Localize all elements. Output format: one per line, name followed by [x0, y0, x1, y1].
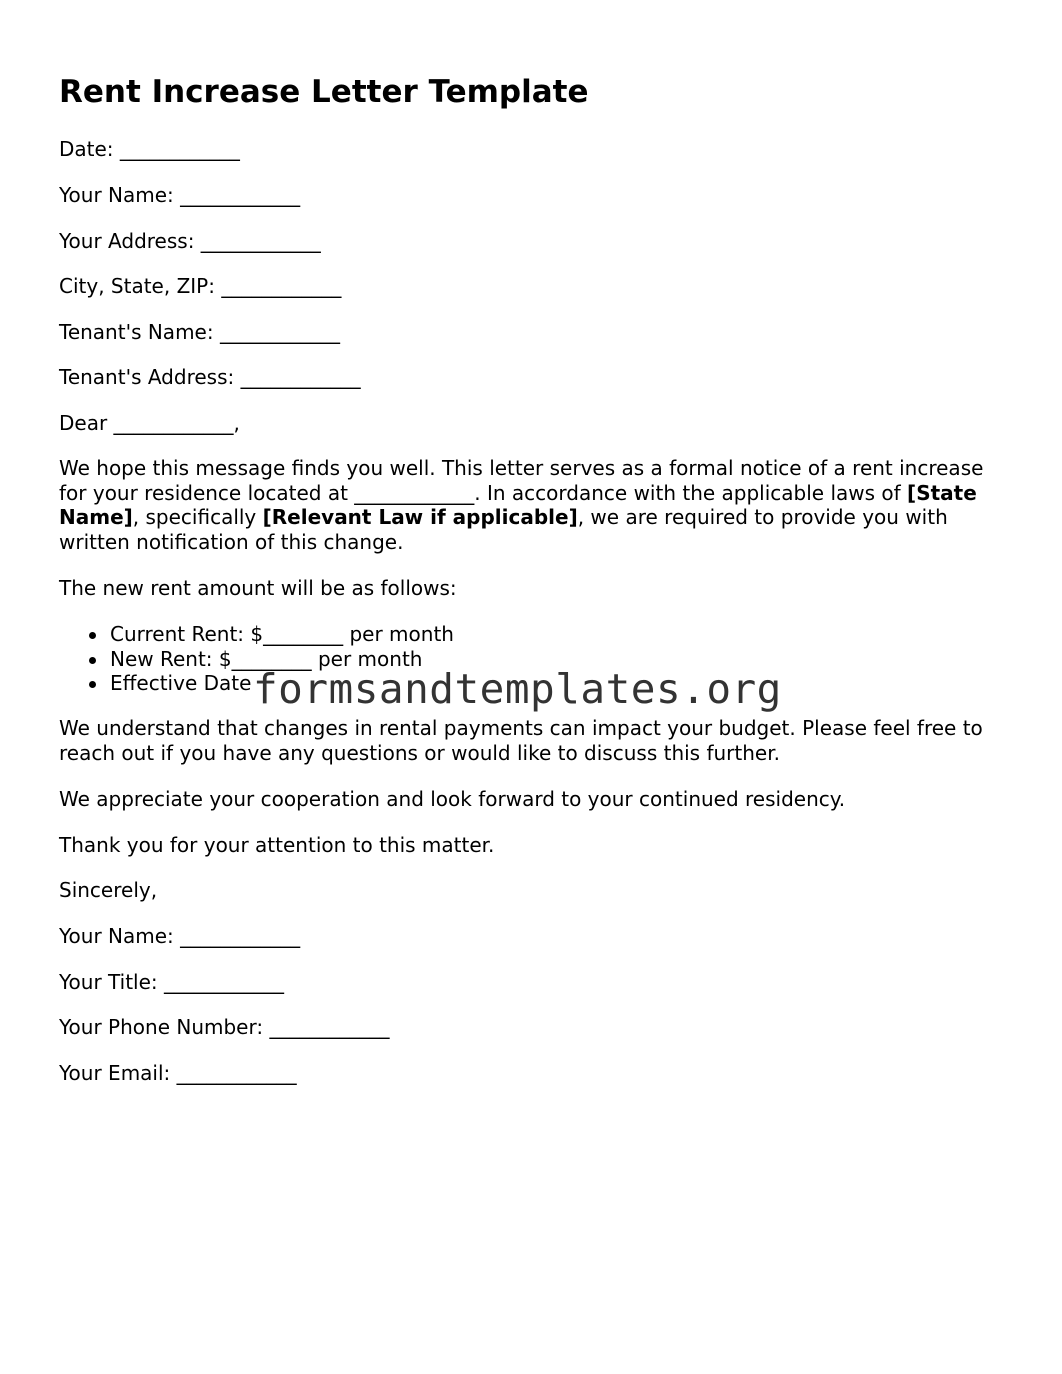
page-title: Rent Increase Letter Template: [59, 74, 589, 110]
field-your-name: Your Name: ____________: [59, 183, 301, 207]
intro-text-3: , we are required to provide you with written notification of this change.: [59, 505, 948, 554]
field-tenant-address: Tenant's Address: ____________: [59, 365, 361, 389]
bullet-icon: [89, 681, 96, 688]
salutation: Dear ____________,: [59, 411, 240, 435]
bullet-icon: [89, 632, 96, 639]
signature-email: Your Email: ____________: [59, 1061, 297, 1085]
relevant-law-placeholder: [Relevant Law if applicable]: [262, 505, 578, 530]
intro-text-2: , specifically: [132, 505, 263, 530]
field-your-address: Your Address: ____________: [59, 229, 321, 253]
rent-item-current: Current Rent: $________ per month: [110, 622, 454, 646]
field-city-state-zip: City, State, ZIP: ____________: [59, 274, 342, 298]
signature-phone: Your Phone Number: ____________: [59, 1015, 390, 1039]
rent-item-new: New Rent: $________ per month: [110, 646, 423, 671]
rent-item-effective-date: Effective Date: [110, 671, 252, 696]
bullet-icon: [89, 657, 96, 664]
rent-intro: The new rent amount will be as follows:: [59, 576, 457, 600]
budget-paragraph: We understand that changes in rental payments can impact your budget. Please feel free to reach out if you have any questions or would like to discuss this further.: [59, 716, 983, 765]
signature-name: Your Name: ____________: [59, 924, 301, 948]
field-date: Date: ____________: [59, 137, 240, 161]
state-name-placeholder: [State Name]: [59, 480, 977, 530]
signature-title: Your Title: ____________: [59, 970, 285, 994]
thanks-paragraph: Thank you for your attention to this matter.: [59, 833, 495, 857]
intro-paragraph: [59, 456, 1004, 554]
field-tenant-name: Tenant's Name: ____________: [59, 320, 340, 344]
list-item: [59, 622, 454, 647]
closing: Sincerely,: [59, 878, 158, 902]
watermark: formsandtemplates.org: [253, 665, 782, 713]
intro-text-1: We hope this message finds you well. This letter serves as a formal notice of a rent increase for your residence located at ____________. In accordance with the applicable laws of: [59, 456, 984, 505]
appreciation-paragraph: We appreciate your cooperation and look forward to your continued residency.: [59, 787, 846, 811]
